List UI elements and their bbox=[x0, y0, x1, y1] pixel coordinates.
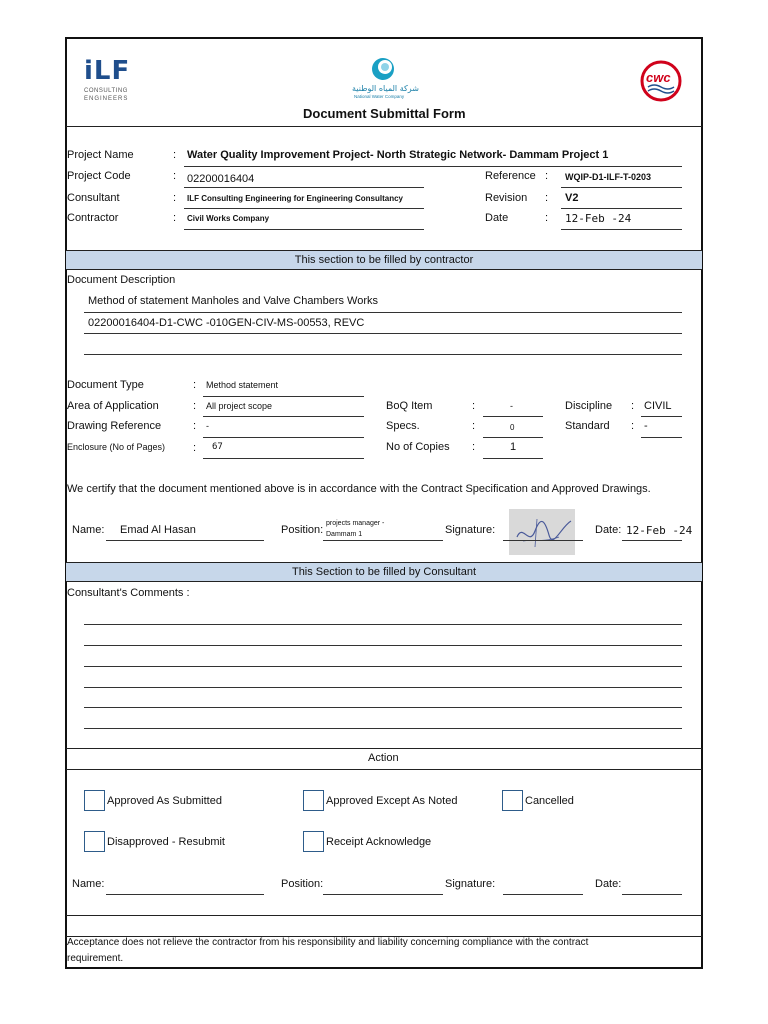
contractor-date-label: Date: bbox=[595, 524, 622, 536]
consultant-position-label: Position: bbox=[281, 878, 324, 890]
ilf-logo-sub1: CONSULTING bbox=[84, 88, 128, 94]
boq-item-label: BoQ Item bbox=[386, 400, 433, 412]
contractor-label: Contractor bbox=[67, 212, 119, 224]
contractor-section-band: This section to be filled by contractor bbox=[66, 250, 702, 270]
consultant-signature-label: Signature: bbox=[445, 878, 496, 890]
nwc-drop-icon bbox=[370, 56, 396, 82]
enclosure-label: Enclosure (No of Pages) bbox=[67, 442, 166, 452]
cancelled-label: Cancelled bbox=[525, 795, 574, 807]
drawing-reference-label: Drawing Reference bbox=[67, 420, 162, 432]
action-title: Action bbox=[368, 752, 399, 764]
cancelled-checkbox[interactable] bbox=[502, 790, 523, 811]
doc-description-line2: 02200016404-D1-CWC -010GEN-CIV-MS-00553, REVC bbox=[88, 317, 365, 329]
signature-image bbox=[509, 509, 575, 555]
project-name-label: Project Name bbox=[67, 149, 134, 161]
signature-scribble-icon bbox=[509, 509, 575, 555]
contractor-colon: : bbox=[173, 212, 177, 224]
footer-note-line1: Acceptance does not relieve the contractor from his responsibility and liability concerning compliance with the contract bbox=[67, 937, 589, 948]
project-name-colon: : bbox=[173, 149, 177, 161]
approved-except-as-noted-checkbox[interactable] bbox=[303, 790, 324, 811]
nwc-arabic-name: شركة المياه الوطنية bbox=[352, 84, 419, 93]
form-title: Document Submittal Form bbox=[303, 106, 466, 121]
approved-as-submitted-label: Approved As Submitted bbox=[107, 795, 222, 807]
specs-label: Specs. bbox=[386, 420, 420, 432]
standard-label: Standard bbox=[565, 420, 610, 432]
standard-value: - bbox=[644, 420, 648, 432]
contractor-position-label: Position: bbox=[281, 524, 324, 536]
consultant-date-label: Date: bbox=[595, 878, 622, 890]
area-of-application-label: Area of Application bbox=[67, 400, 159, 412]
disapproved-resubmit-label: Disapproved - Resubmit bbox=[107, 836, 225, 848]
consultant-position-field[interactable] bbox=[323, 894, 443, 895]
revision-value: V2 bbox=[565, 192, 579, 204]
doc-description-line1: Method of statement Manholes and Valve Chambers Works bbox=[88, 295, 379, 307]
footer-note-line2: requirement. bbox=[67, 953, 124, 964]
header-divider bbox=[66, 126, 702, 127]
ilf-logo-sub2: ENGINEERS bbox=[84, 96, 129, 102]
project-name-value: Water Quality Improvement Project- North Strategic Network- Dammam Project 1 bbox=[187, 149, 609, 161]
consultant-section-band: This Section to be filled by Consultant bbox=[66, 562, 702, 582]
project-code-value: 02200016404 bbox=[187, 173, 255, 185]
comment-line bbox=[84, 666, 682, 667]
document-type-label: Document Type bbox=[67, 379, 144, 391]
cwc-logo-text: cwc bbox=[646, 70, 671, 85]
contractor-signature-label: Signature: bbox=[445, 524, 496, 536]
consultant-name-field[interactable] bbox=[106, 894, 264, 895]
revision-colon: : bbox=[545, 192, 549, 204]
boq-item-value: - bbox=[510, 401, 513, 411]
drawing-reference-value: - bbox=[206, 421, 209, 431]
consultant-signature-field[interactable] bbox=[503, 894, 583, 895]
revision-label: Revision bbox=[485, 192, 528, 204]
document-type-value: Method statement bbox=[206, 380, 279, 390]
reference-colon: : bbox=[545, 170, 549, 182]
date-label: Date bbox=[485, 212, 509, 224]
doc-description-label: Document Description bbox=[67, 274, 176, 286]
comment-line bbox=[84, 707, 682, 708]
ilf-logo-mark: iLF bbox=[84, 56, 131, 86]
date-value: 12-Feb -24 bbox=[565, 212, 632, 225]
comment-line bbox=[84, 624, 682, 625]
project-code-colon: : bbox=[173, 170, 177, 182]
contractor-name-label: Name: bbox=[72, 524, 105, 536]
reference-label: Reference bbox=[485, 170, 536, 182]
enclosure-value: 67 bbox=[212, 442, 223, 452]
contractor-position-line2: Dammam 1 bbox=[326, 531, 363, 538]
disapproved-resubmit-checkbox[interactable] bbox=[84, 831, 105, 852]
area-of-application-value: All project scope bbox=[206, 401, 273, 411]
specs-value: 0 bbox=[510, 423, 515, 432]
consultant-colon: : bbox=[173, 192, 177, 204]
comment-line bbox=[84, 728, 682, 729]
consultant-date-field[interactable] bbox=[622, 894, 682, 895]
contractor-date-value: 12-Feb -24 bbox=[626, 524, 693, 537]
consultant-label: Consultant bbox=[67, 192, 120, 204]
comment-line bbox=[84, 645, 682, 646]
contractor-value: Civil Works Company bbox=[187, 214, 270, 223]
no-of-copies-label: No of Copies bbox=[386, 441, 450, 453]
approved-except-as-noted-label: Approved Except As Noted bbox=[326, 795, 458, 807]
contractor-position-line1: projects manager - bbox=[326, 520, 385, 527]
consultant-name-label: Name: bbox=[72, 878, 105, 890]
date-colon: : bbox=[545, 212, 549, 224]
discipline-value: CIVIL bbox=[644, 400, 672, 412]
receipt-acknowledge-checkbox[interactable] bbox=[303, 831, 324, 852]
comment-line bbox=[84, 687, 682, 688]
project-code-label: Project Code bbox=[67, 170, 131, 182]
approved-as-submitted-checkbox[interactable] bbox=[84, 790, 105, 811]
consultant-value: ILF Consulting Engineering for Engineering Consultancy bbox=[187, 194, 404, 203]
discipline-label: Discipline bbox=[565, 400, 613, 412]
receipt-acknowledge-label: Receipt Acknowledge bbox=[326, 836, 432, 848]
contractor-name-value: Emad Al Hasan bbox=[120, 524, 196, 536]
no-of-copies-value: 1 bbox=[510, 441, 517, 453]
nwc-english-name: National Water Company bbox=[354, 94, 405, 99]
consultant-comments-label: Consultant's Comments : bbox=[67, 587, 190, 599]
certify-text: We certify that the document mentioned above is in accordance with the Contract Specification and Approved Drawings. bbox=[67, 483, 651, 495]
reference-value: WQIP-D1-ILF-T-0203 bbox=[565, 172, 652, 182]
